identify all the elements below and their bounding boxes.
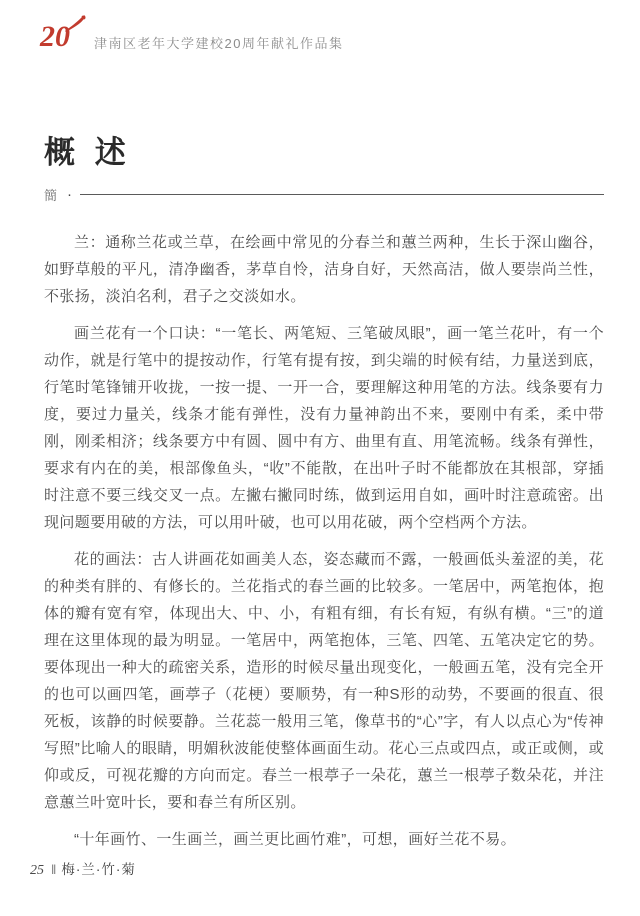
paragraph-closing-quote: “十年画竹、一生画兰，画兰更比画竹难”，可想，画好兰花不易。: [74, 831, 516, 848]
section-marker-bullet: ·: [67, 186, 73, 203]
section-marker-row: [44, 185, 604, 204]
brush-flourish-icon: [64, 15, 86, 33]
footer-section-title: 梅·兰·竹·菊: [61, 862, 136, 877]
page-number: 25: [30, 863, 44, 878]
page-footer: [30, 858, 136, 879]
paragraph-orchid-intro: 兰：通称兰花或兰草，在绘画中常见的分春兰和蕙兰两种，生长于深山幽谷，如野草般的平凡，清净幽香，茅草自怜，洁身自好，天然高洁，做人要崇尚兰性，不张扬，淡泊名利，君子之交淡如水。: [44, 234, 604, 305]
anniversary-20-logo: [40, 22, 84, 52]
body-text: [44, 229, 604, 853]
logo-number: 20: [40, 20, 70, 53]
page-header: [40, 22, 343, 52]
paragraph-leaf-technique: 画兰花有一个口诀：“一笔长、两笔短、三笔破凤眼”，画一笔兰花叶，有一个动作，就是行笔中的提按动作，行笔有提有按，到尖端的时候有结，力量送到底，行笔时笔锋铺开收拢，一按一提、一开一合，要理解这种用笔的方法。线条要有力度，要过力量关，线条才能有弹性，没有力量神韵出不来，要刚中有柔，柔中带刚，刚柔相济；线条要方中有圆、圆中有方、曲里有直、用笔流畅。线条有弹性，要求有内在的美，根部像鱼头，“收”不能散，在出叶子时不能都放在其根部，穿插时注意不要三线交叉一点。左撇右撇同时练，做到运用自如，画叶时注意疏密。出现问题要用破的方法，可以用叶破，也可以用花破，两个空档两个方法。: [44, 325, 604, 531]
divider-line: [80, 194, 604, 195]
document-content: [44, 136, 604, 863]
paragraph-flower-technique: 花的画法：古人讲画花如画美人态，姿态藏而不露，一般画低头羞涩的美，花的种类有胖的、有修长的。兰花指式的春兰画的比较多。一笔居中，两笔抱体，抱体的瓣有宽有窄，体现出大、中、小，有粗有细，有长有短，有纵有横。“三”的道理在这里体现的最为明显。一笔居中，两笔抱体，三笔、四笔、五笔决定它的势。要体现出一种大的疏密关系，造形的时候尽量出现变化，一般画五笔，没有完全开的也可以画四笔，画葶子（花梗）要顺势，有一种S形的动势，不要画的很直、很死板，该静的时候要静。兰花蕊一般用三笔，像草书的“心”字，有人以点心为“传神写照”比喻人的眼睛，明媚秋波能使整体画面生动。花心三点或四点，或正或侧，或仰或反，可视花瓣的方向而定。春兰一根葶子一朵花，蕙兰一根葶子数朵花，并注意蕙兰叶宽叶长，要和春兰有所区别。: [44, 551, 604, 811]
section-marker-character: 簡: [44, 188, 58, 203]
page-title: 概 述: [44, 135, 132, 170]
header-title: 津南区老年大学建校20周年献礼作品集: [94, 35, 344, 51]
footer-separator: ‖: [51, 862, 57, 877]
